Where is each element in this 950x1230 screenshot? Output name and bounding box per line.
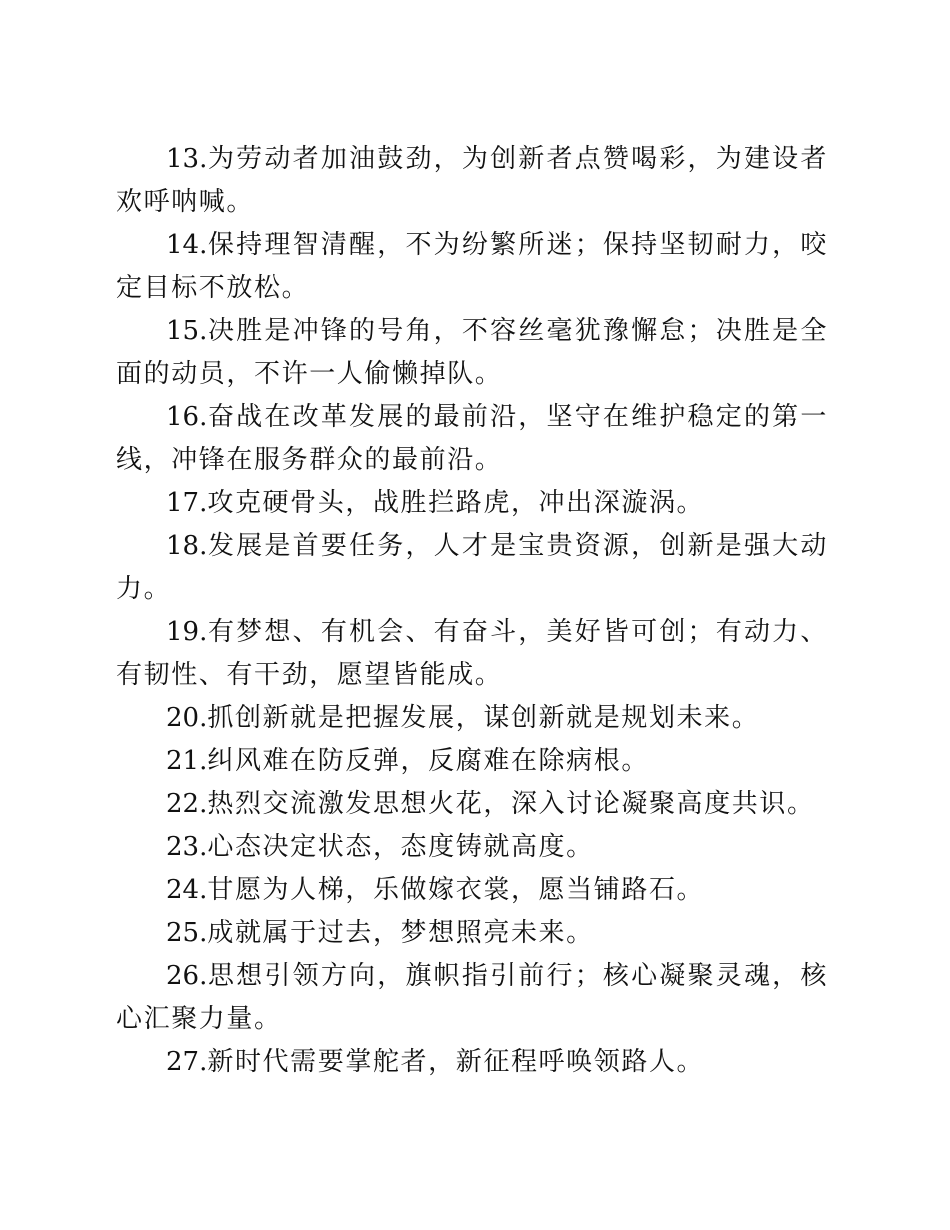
paragraph-text: 纠风难在防反弹，反腐难在除病根。	[207, 746, 649, 776]
paragraph-text: 有梦想、有机会、有奋斗，美好皆可创；有动力、有韧性、有干劲，愿望皆能成。	[116, 617, 828, 690]
paragraph-number: 13.	[166, 144, 208, 174]
paragraph-number: 23.	[166, 832, 208, 862]
paragraph-number: 21.	[166, 746, 208, 776]
paragraph-13	[116, 138, 828, 224]
paragraph-26	[116, 955, 828, 1041]
paragraph-number: 22.	[166, 789, 208, 819]
paragraph-number: 17.	[166, 488, 208, 518]
paragraph-16	[116, 396, 828, 482]
paragraph-18	[116, 525, 828, 611]
paragraph-text: 成就属于过去，梦想照亮未来。	[207, 918, 594, 948]
paragraph-text: 奋战在改革发展的最前沿，坚守在维护稳定的第一线，冲锋在服务群众的最前沿。	[116, 402, 828, 475]
paragraph-number: 15.	[166, 316, 208, 346]
paragraph-text: 为劳动者加油鼓劲，为创新者点赞喝彩，为建设者欢呼呐喊。	[116, 144, 828, 217]
paragraph-number: 27.	[166, 1047, 208, 1077]
paragraph-21	[116, 740, 828, 783]
paragraph-27	[116, 1041, 828, 1084]
paragraph-number: 14.	[166, 230, 208, 260]
paragraph-17	[116, 482, 828, 525]
paragraph-text: 决胜是冲锋的号角，不容丝毫犹豫懈怠；决胜是全面的动员，不许一人偷懒掉队。	[116, 316, 828, 389]
paragraph-23	[116, 826, 828, 869]
paragraph-text: 抓创新就是把握发展，谋创新就是规划未来。	[207, 703, 760, 733]
paragraph-24	[116, 869, 828, 912]
paragraph-text: 新时代需要掌舵者，新征程呼唤领路人。	[207, 1047, 705, 1077]
paragraph-text: 发展是首要任务，人才是宝贵资源，创新是强大动力。	[116, 531, 828, 604]
paragraph-25	[116, 912, 828, 955]
paragraph-text: 保持理智清醒，不为纷繁所迷；保持坚韧耐力，咬定目标不放松。	[116, 230, 828, 303]
paragraph-text: 攻克硬骨头，战胜拦路虎，冲出深漩涡。	[207, 488, 705, 518]
paragraph-20	[116, 697, 828, 740]
paragraph-text: 甘愿为人梯，乐做嫁衣裳，愿当铺路石。	[207, 875, 705, 905]
paragraph-number: 16.	[166, 402, 208, 432]
paragraph-number: 26.	[166, 961, 208, 991]
paragraph-number: 20.	[166, 703, 208, 733]
paragraph-22	[116, 783, 828, 826]
paragraph-15	[116, 310, 828, 396]
paragraph-number: 19.	[166, 617, 208, 647]
paragraph-number: 24.	[166, 875, 208, 905]
paragraph-19	[116, 611, 828, 697]
paragraph-text: 心态决定状态，态度铸就高度。	[207, 832, 594, 862]
paragraph-text: 热烈交流激发思想火花，深入讨论凝聚高度共识。	[207, 789, 815, 819]
document-body	[116, 138, 828, 1084]
paragraph-14	[116, 224, 828, 310]
paragraph-text: 思想引领方向，旗帜指引前行；核心凝聚灵魂，核心汇聚力量。	[116, 961, 828, 1034]
paragraph-number: 18.	[166, 531, 208, 561]
paragraph-number: 25.	[166, 918, 208, 948]
